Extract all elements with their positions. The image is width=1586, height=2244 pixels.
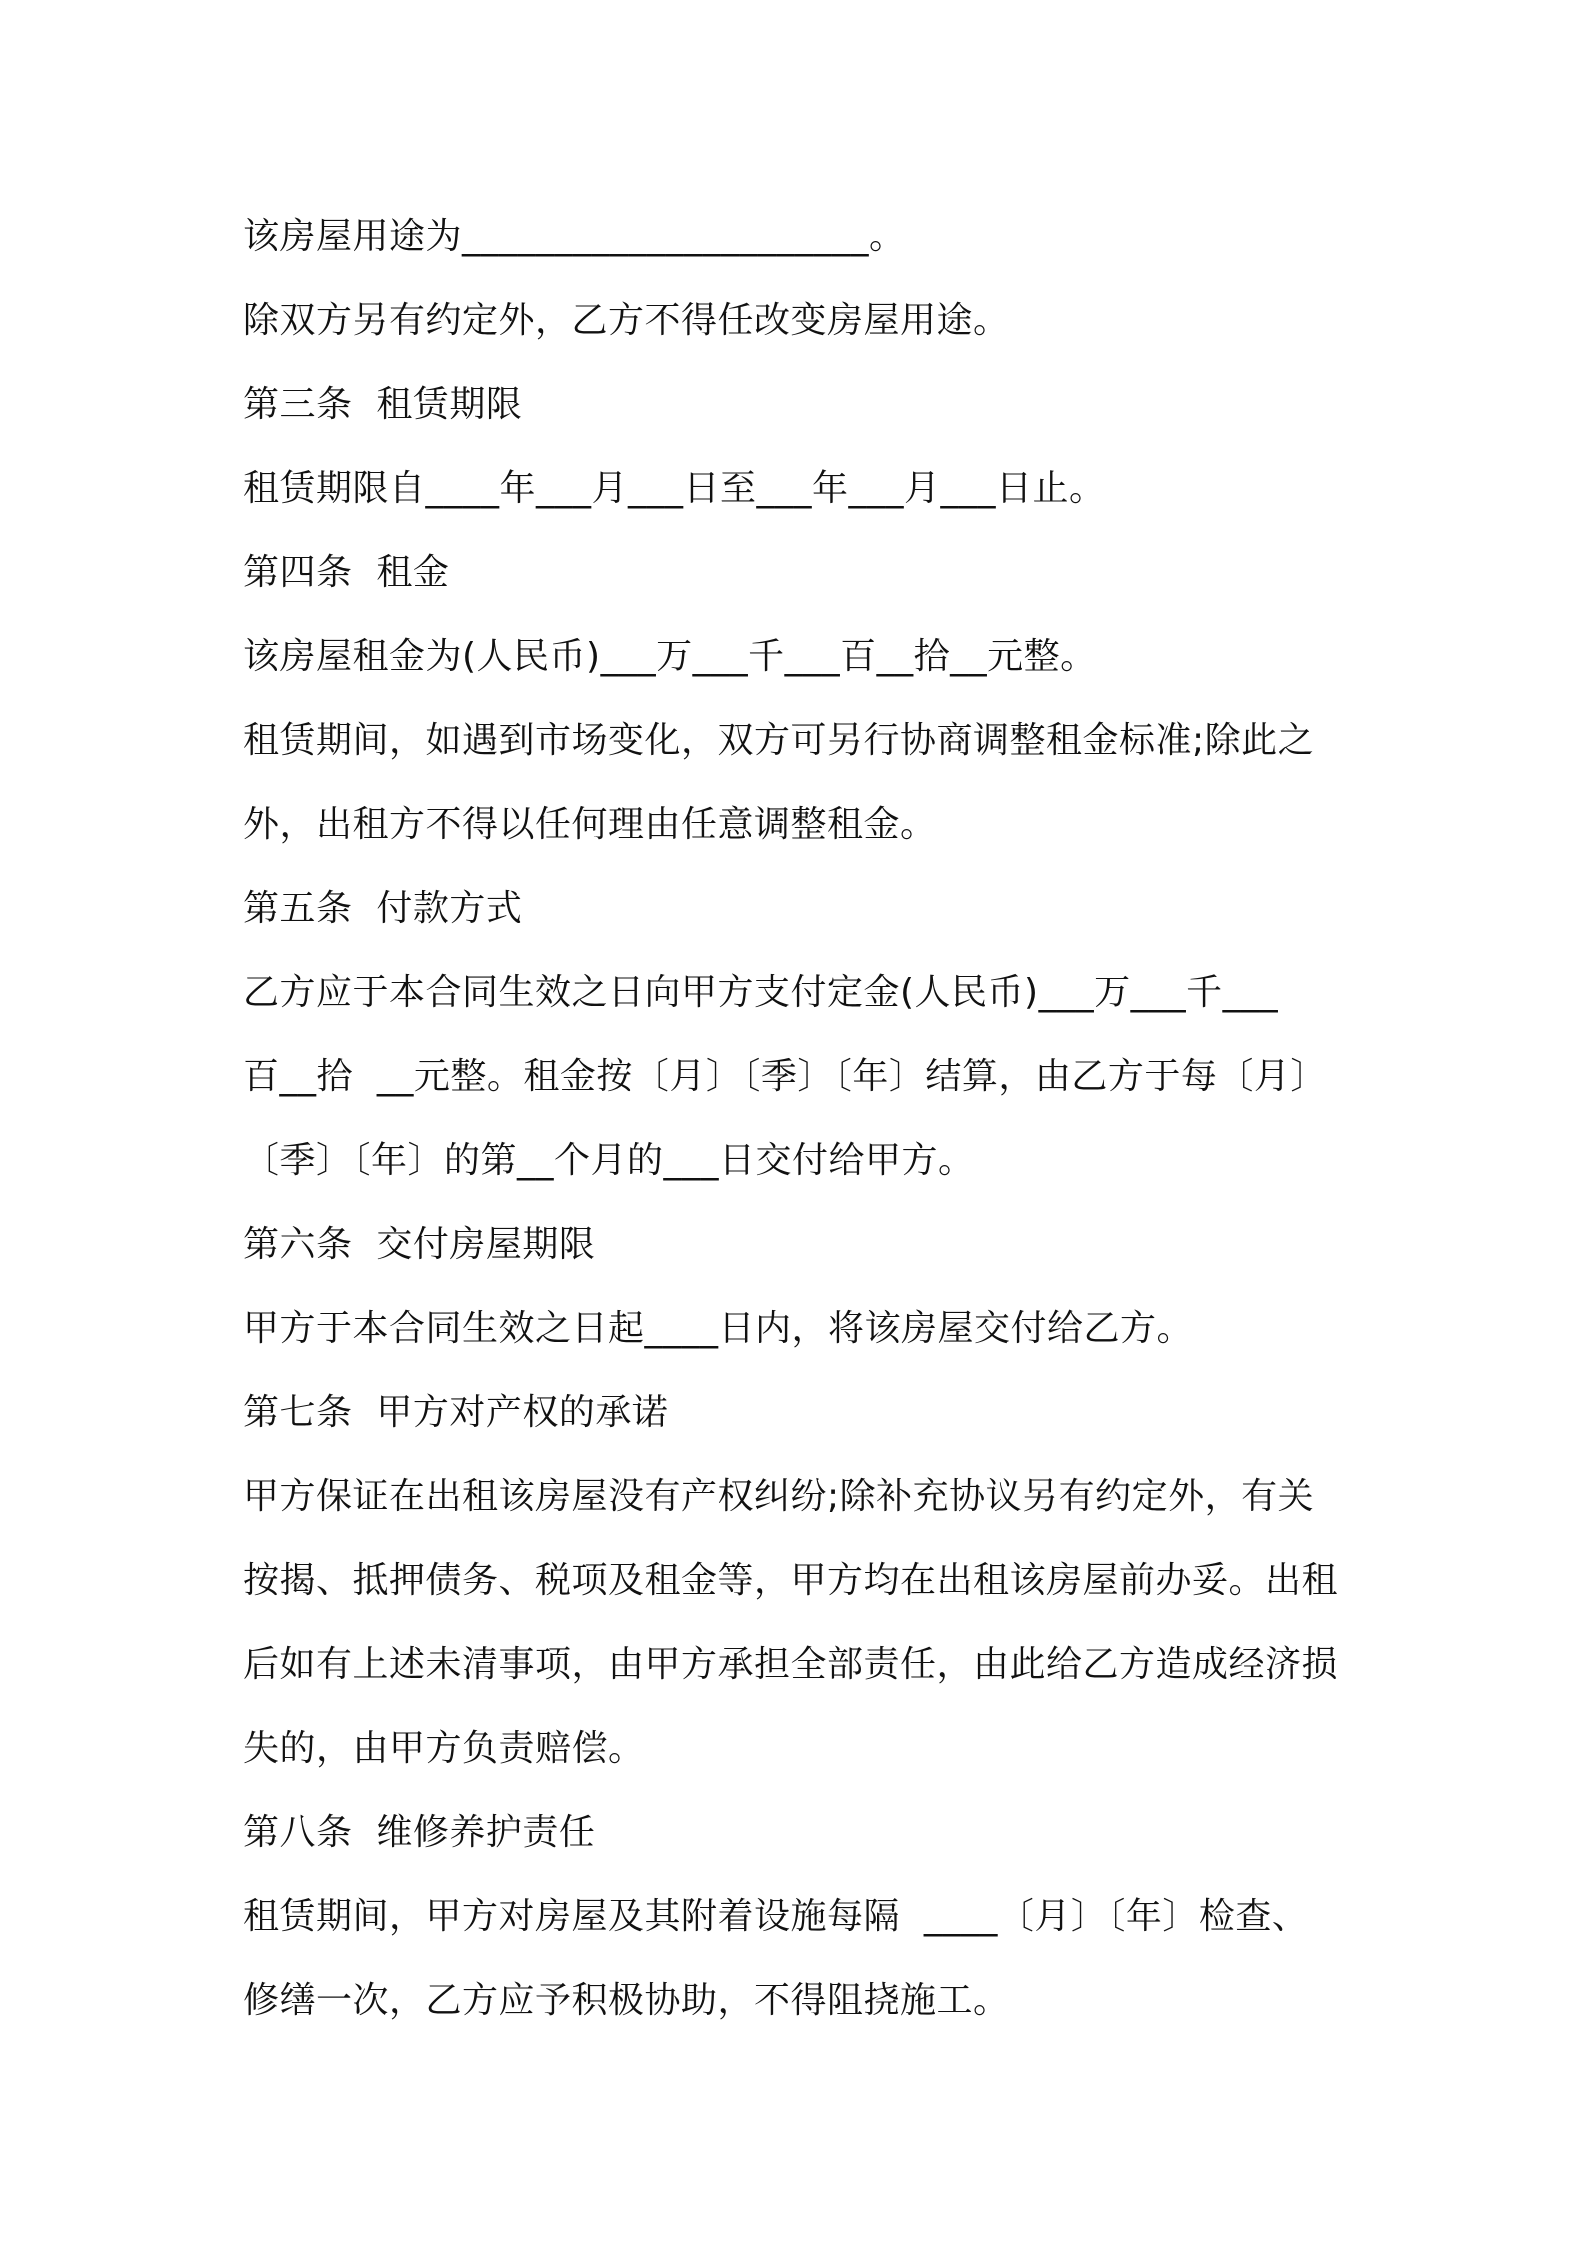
article-8-heading: 第八条 维修养护责任: [243, 1812, 596, 1853]
payment-line-1: 乙方应于本合同生效之日向甲方支付定金(人民币)___万___千___: [243, 972, 1279, 1013]
ownership-line-1: 甲方保证在出租该房屋没有产权纠纷;除补充协议另有约定外，有关: [243, 1476, 1315, 1517]
payment-line-3: 〔季〕〔年〕的第__个月的___日交付给甲方。: [243, 1140, 975, 1181]
usage-clause-line: 该房屋用途为______________________。: [243, 216, 906, 257]
article-6-heading: 第六条 交付房屋期限: [243, 1224, 596, 1265]
payment-line-2: 百__拾 __元整。租金按〔月〕〔季〕〔年〕结算，由乙方于每〔月〕: [243, 1056, 1327, 1097]
article-7-heading: 第七条 甲方对产权的承诺: [243, 1392, 669, 1433]
usage-restriction-line: 除双方另有约定外，乙方不得任改变房屋用途。: [243, 300, 1010, 341]
rent-adjust-line-2: 外，出租方不得以任何理由任意调整租金。: [243, 804, 937, 845]
ownership-line-3: 后如有上述未清事项，由甲方承担全部责任，由此给乙方造成经济损: [243, 1644, 1339, 1685]
rent-adjust-line-1: 租赁期间，如遇到市场变化，双方可另行协商调整租金标准;除此之: [243, 720, 1315, 761]
maintenance-line-2: 修缮一次，乙方应予积极协助，不得阻挠施工。: [243, 1980, 1010, 2021]
article-5-heading: 第五条 付款方式: [243, 888, 523, 929]
ownership-line-4: 失的，由甲方负责赔偿。: [243, 1728, 645, 1769]
article-4-heading: 第四条 租金: [243, 552, 450, 593]
delivery-line: 甲方于本合同生效之日起____日内，将该房屋交付给乙方。: [243, 1308, 1194, 1349]
article-3-heading: 第三条 租赁期限: [243, 384, 523, 425]
rent-amount-line: 该房屋租金为(人民币)___万___千___百__拾__元整。: [243, 636, 1097, 677]
ownership-line-2: 按揭、抵押债务、税项及租金等，甲方均在出租该房屋前办妥。出租: [243, 1560, 1339, 1601]
document-page: [243, 195, 1363, 2043]
lease-term-line: 租赁期限自____年___月___日至___年___月___日止。: [243, 468, 1106, 509]
maintenance-line-1: 租赁期间，甲方对房屋及其附着设施每隔 ____〔月〕〔年〕检查、: [243, 1896, 1309, 1937]
